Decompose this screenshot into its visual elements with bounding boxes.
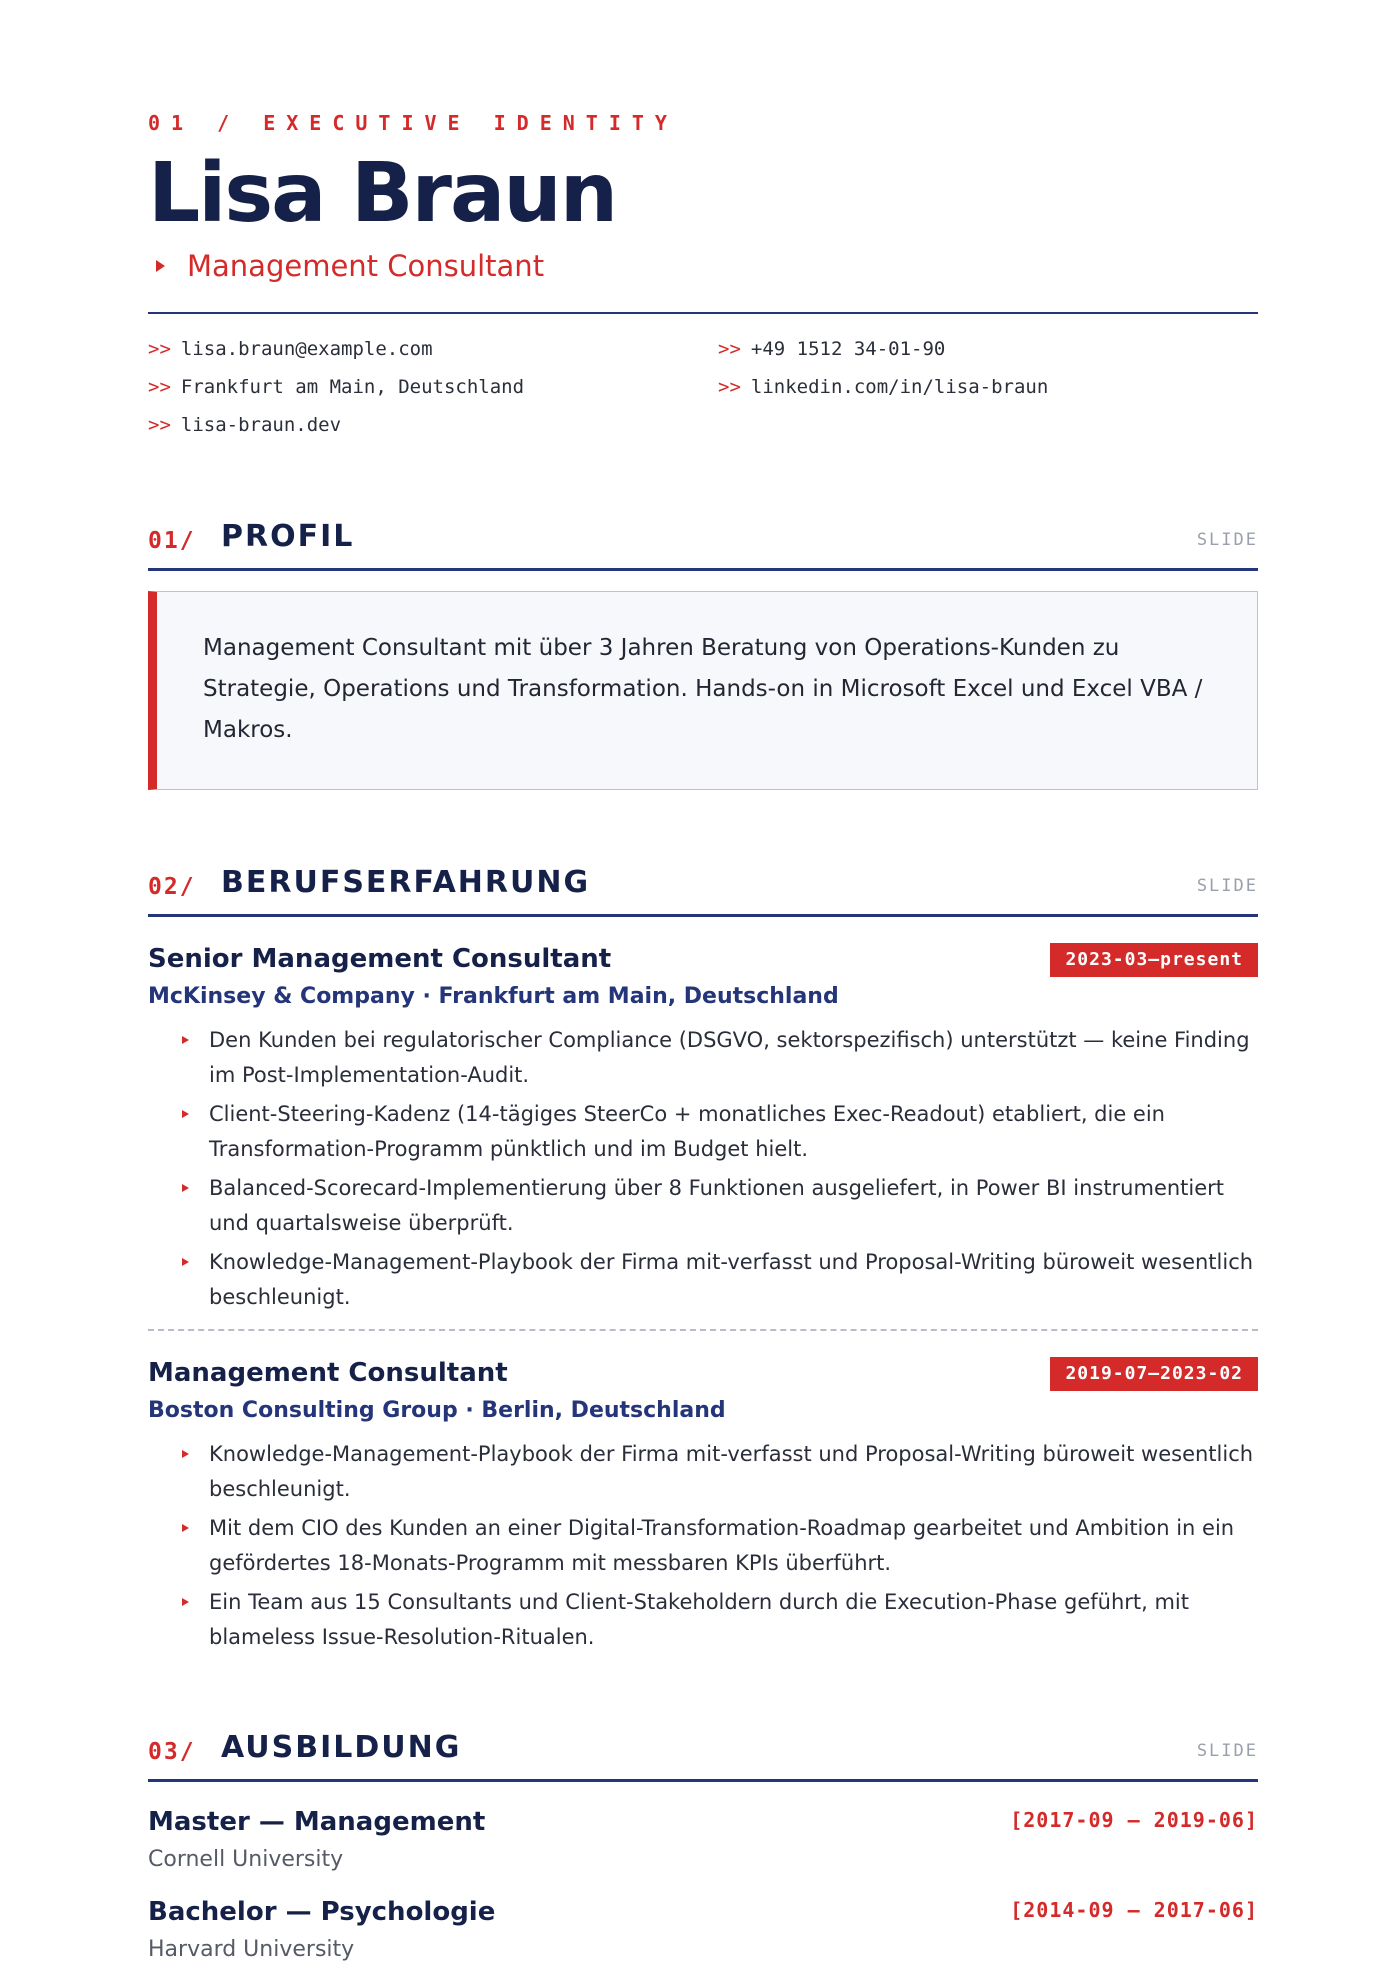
- candidate-name: Lisa Braun: [148, 146, 617, 241]
- education-degree: Master — Management: [148, 1807, 486, 1837]
- section-number: 02/: [148, 874, 196, 900]
- triangle-bullet-icon: [182, 1036, 189, 1044]
- list-item: Balanced-Scorecard-Implementierung über 8 Funktionen ausgeliefert, in Power BI instrumentiert und quartalsweise überprüft.: [148, 1171, 1258, 1241]
- arrow-icon: >>: [718, 338, 741, 360]
- section-title: PROFIL: [221, 519, 355, 554]
- list-item: Knowledge-Management-Playbook der Firma mit-verfasst und Proposal-Writing büroweit wesentlich beschleunigt.: [148, 1245, 1258, 1315]
- list-item: Client-Steering-Kadenz (14-tägiges SteerCo + monatliches Exec-Readout) etabliert, die ein Transformation-Programm pünktlich und im Budget hielt.: [148, 1097, 1258, 1167]
- header: [148, 110, 1258, 444]
- arrow-icon: >>: [148, 376, 171, 398]
- triangle-bullet-icon: [156, 260, 165, 272]
- section-tag: SLIDE: [1196, 530, 1258, 550]
- contact-phone[interactable]: >> +49 1512 34-01-90: [718, 338, 946, 360]
- job-separator: [148, 1329, 1258, 1331]
- education-school: Harvard University: [148, 1937, 355, 1962]
- section-header: [148, 865, 1258, 917]
- role-text: Management Consultant: [187, 249, 545, 283]
- section-number: 01/: [148, 528, 196, 554]
- section-experience: [148, 865, 1258, 1655]
- list-item: Mit dem CIO des Kunden an einer Digital-Transformation-Roadmap gearbeitet und Ambition in ein gefördertes 18-Monats-Programm mit messbaren KPIs überführt.: [148, 1511, 1258, 1581]
- education-entry: [148, 1804, 1258, 1876]
- arrow-icon: >>: [148, 338, 171, 360]
- header-kicker: 01 / EXECUTIVE IDENTITY: [148, 111, 678, 135]
- triangle-bullet-icon: [182, 1450, 189, 1458]
- education-date: [2014-09 – 2017-06]: [1010, 1898, 1258, 1922]
- profile-summary: Management Consultant mit über 3 Jahren Beratung von Operations-Kunden zu Strategie, Operations und Transformation. Hands-on in Microsoft Excel und Excel VBA / Makros.: [148, 591, 1258, 790]
- contact-list: [148, 330, 1258, 444]
- job-organization: Boston Consulting Group · Berlin, Deutschland: [148, 1398, 726, 1423]
- job-entry: [148, 1355, 1258, 1655]
- education-entry: [148, 1894, 1258, 1966]
- job-bullets: [148, 1437, 1258, 1655]
- job-bullets: [148, 1023, 1258, 1315]
- section-title: BERUFSERFAHRUNG: [221, 865, 591, 900]
- section-header: [148, 1730, 1258, 1782]
- job-title: Senior Management Consultant: [148, 944, 612, 974]
- contact-website[interactable]: >> lisa-braun.dev: [148, 414, 342, 436]
- section-profile: [148, 519, 1258, 790]
- triangle-bullet-icon: [182, 1258, 189, 1266]
- triangle-bullet-icon: [182, 1110, 189, 1118]
- section-title: AUSBILDUNG: [221, 1730, 462, 1765]
- job-date-badge: 2023-03—present: [1050, 943, 1258, 977]
- education-date: [2017-09 – 2019-06]: [1010, 1808, 1258, 1832]
- job-entry: [148, 941, 1258, 1315]
- section-tag: SLIDE: [1196, 1741, 1258, 1761]
- education-school: Cornell University: [148, 1847, 344, 1872]
- triangle-bullet-icon: [182, 1184, 189, 1192]
- list-item: Knowledge-Management-Playbook der Firma mit-verfasst und Proposal-Writing büroweit wesentlich beschleunigt.: [148, 1437, 1258, 1507]
- candidate-role: [148, 246, 1258, 286]
- section-tag: SLIDE: [1196, 876, 1258, 896]
- list-item: Den Kunden bei regulatorischer Compliance (DSGVO, sektorspezifisch) unterstützt — keine Finding im Post-Implementation-Audit.: [148, 1023, 1258, 1093]
- triangle-bullet-icon: [182, 1524, 189, 1532]
- job-title: Management Consultant: [148, 1358, 508, 1388]
- section-header: [148, 519, 1258, 571]
- list-item: Ein Team aus 15 Consultants und Client-Stakeholdern durch die Execution-Phase geführt, mit blameless Issue-Resolution-Ritualen.: [148, 1585, 1258, 1655]
- contact-location: >> Frankfurt am Main, Deutschland: [148, 376, 525, 398]
- education-degree: Bachelor — Psychologie: [148, 1897, 496, 1927]
- contact-email[interactable]: >> lisa.braun@example.com: [148, 338, 433, 360]
- header-divider: [148, 312, 1258, 314]
- section-education: [148, 1730, 1258, 1966]
- contact-linkedin[interactable]: >> linkedin.com/in/lisa-braun: [718, 376, 1049, 398]
- job-date-badge: 2019-07—2023-02: [1050, 1357, 1258, 1391]
- job-organization: McKinsey & Company · Frankfurt am Main, Deutschland: [148, 984, 839, 1009]
- section-number: 03/: [148, 1739, 196, 1765]
- triangle-bullet-icon: [182, 1598, 189, 1606]
- arrow-icon: >>: [718, 376, 741, 398]
- arrow-icon: >>: [148, 414, 171, 436]
